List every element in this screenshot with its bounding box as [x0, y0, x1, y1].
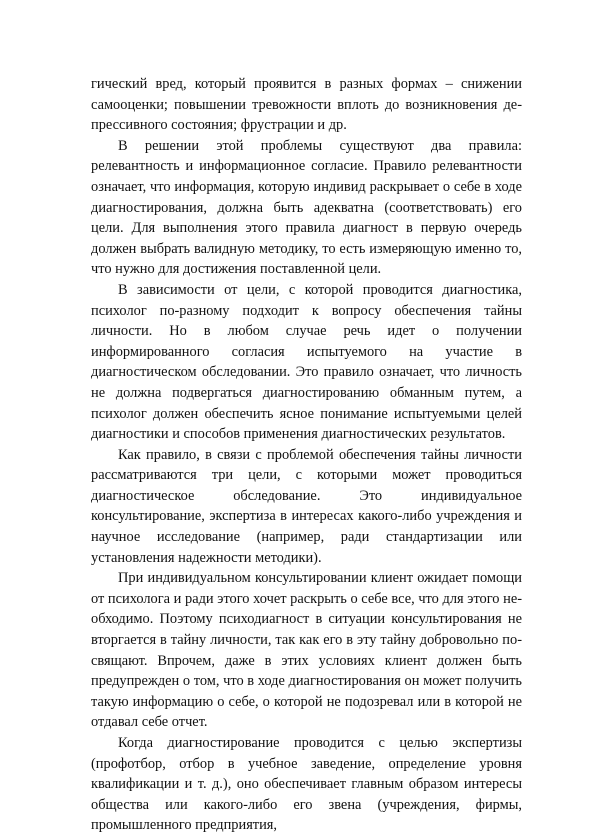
paragraph-expertise: Когда диагностирование проводится с целью экспертизы (профотбор, отбор в учебное заведение, определение уровня квалификации и т. д.), оно обеспечивает главным образом интересы общества или какого-либо его звена (учреждения, фирмы, промышленного предприятия, [91, 735, 522, 834]
paragraph-informed-consent: В зависимости от цели, с которой проводится диагностика, психолог по-разному подходит к вопросу обеспечения тайны личности. Но в любом случае речь идет о получении информированного согласия испытуемого на участие в диагностическом обследовании. Это правило означает, что личность не должна подвергаться диагностированию обманным путем, а психолог должен обеспечить ясное понимание испытуемыми целей диагностики и способов применения диагностических результатов. [91, 281, 522, 443]
paragraph-three-goals: Как правило, в связи с проблемой обеспечения тайны личности рассматриваются три цели, с которыми может проводиться диагностическое обследование. Это индивидуальное консультирование, экспертиза в интересах какого-либо учреждения и научное исследование (например, ради стандартизации или установления надежности методики). [91, 446, 522, 566]
paragraph-relevance-rule: В решении этой проблемы существуют два правила: релевантность и информационное согласие. Правило релевантности означает, что информация, которую индивид раскрывает о себе в ходе диагностирования, должна быть адекватна (соответствовать) его цели. Для выполнения этого правила диагност в первую очередь должен выбрать валидную методику, то есть измеряющую именно то, что нужно для достижения поставленной цели. [91, 137, 522, 278]
paragraph-individual-counseling: При индивидуальном консультировании клиент ожидает помощи от психолога и ради этого хочет раскрыть о себе все, что для этого необходимо. Поэтому психодиагност в ситуации консультирования не вторгается в тайну личности, так как его в эту тайну добровольно посвящают. Впрочем, даже в этих условиях клиент должен быть предупрежден о том, что в ходе диагностирования он может получить такую информацию о себе, о которой не подозревал или в которой не отдавал себе отчет. [91, 570, 522, 731]
paragraph-continuation: гический вред, который проявится в разных формах – снижении самооценки; повышении тревожности вплоть до возникновения депрессивного состояния; фрустрации и др. [91, 76, 522, 134]
document-page [91, 74, 522, 836]
